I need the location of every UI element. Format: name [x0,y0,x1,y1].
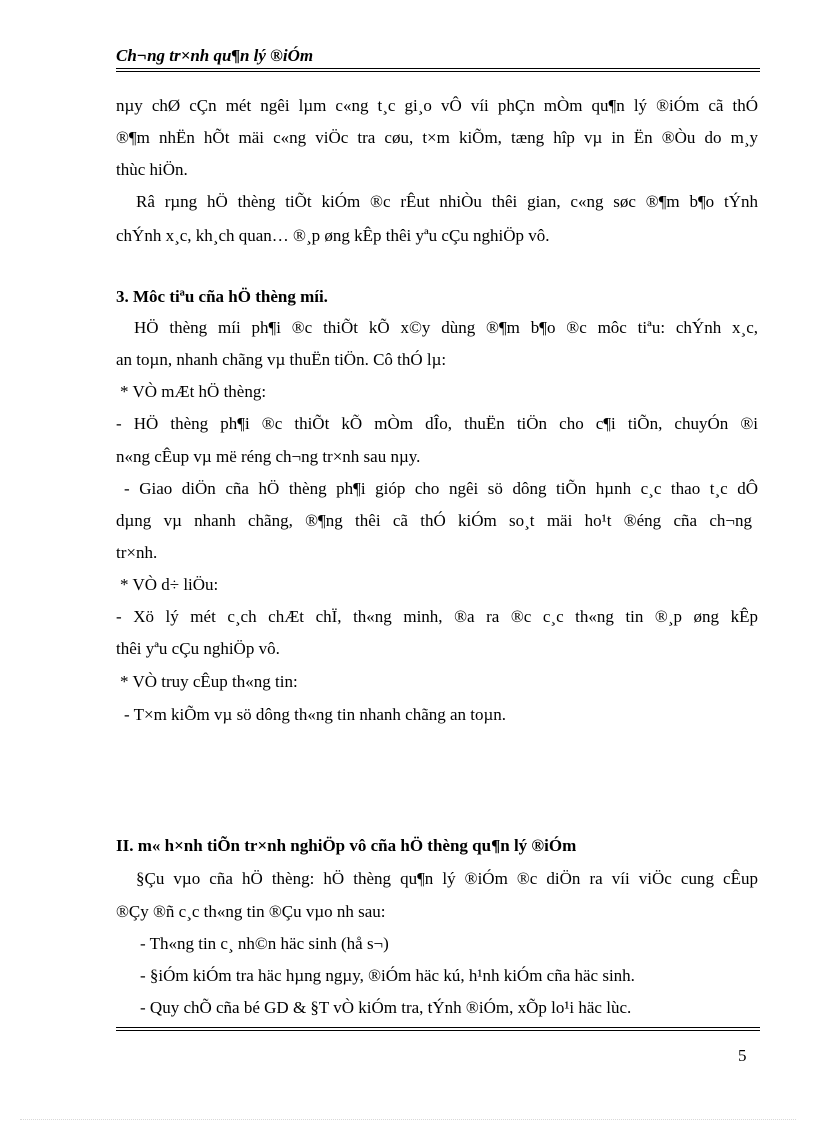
paragraph-line: chÝnh x¸c, kh¸ch quan… ®¸p øng kÊp thêi yªu cÇu nghiÖp vô. [116,226,550,245]
list-item: - Quy chÕ cña bé GD & §T vÒ kiÓm tra, tÝnh ®iÓm, xÕp lo¹i häc lùc. [140,998,632,1017]
paragraph-line: - T×m kiÕm vµ sö dông th«ng tin nhanh chãng an toµn. [124,705,507,724]
section-heading: 3. Môc tiªu cña hÖ thèng míi. [116,287,328,306]
bullet-heading: * VÒ d÷ liÖu: [120,575,219,594]
footer-rule-top [116,1027,760,1028]
list-item: - Th«ng tin c¸ nh©n häc sinh (hå s¬) [140,934,389,953]
paragraph-line: nµy chØ cÇn mét ngêi lµm c«ng t¸c gi¸o vÔ víi phÇn mÒm qu¶n lý ®iÓm cã thÓ [116,96,758,115]
paragraph-line: - Xö lý mét c¸ch chÆt chÏ, th«ng minh, ®a ra ®c c¸c th«ng tin ®¸p øng kÊp [116,607,758,626]
bullet-heading: * VÒ truy cÊup th«ng tin: [120,672,298,691]
paragraph-line: ®¶m nhËn hÕt mäi c«ng viÖc tra cøu, t×m kiÕm, tæng hîp vµ in Ën ®Òu do m¸y [116,128,758,147]
footer-rule-bottom [116,1030,760,1031]
paragraph-line: Râ rµng hÖ thèng tiÕt kiÓm ®c rÊut nhiÒu thêi gian, c«ng søc ®¶m b¶o tÝnh [136,192,758,211]
header-rule-bottom [116,71,760,72]
paragraph-line: dµng vµ nhanh chãng, ®¶ng thêi cã thÓ kiÓm so¸t mäi ho¹t ®éng cña ch¬ng [116,511,752,530]
page-edge-divider [20,1119,796,1120]
paragraph-line: n«ng cÊup vµ më réng ch¬ng tr×nh sau nµy. [116,447,421,466]
paragraph-line: ®Çy ®ñ c¸c th«ng tin ®Çu vµo nh sau: [116,902,386,921]
paragraph-line: §Çu vµo cña hÖ thèng: hÖ thèng qu¶n lý ®iÓm ®c diÖn ra víi viÖc cung cÊup [136,869,758,888]
running-header: Ch¬ng tr×nh qu¶n lý ®iÓm [116,46,314,65]
paragraph-line: thùc hiÖn. [116,160,188,179]
section-heading: II. m« h×nh tiÕn tr×nh nghiÖp vô cña hÖ thèng qu¶n lý ®iÓm [116,836,577,855]
paragraph-line: an toµn, nhanh chãng vµ thuËn tiÖn. Cô thÓ lµ: [116,350,447,369]
header-rule-top [116,68,760,69]
paragraph-line: - Giao diÖn cña hÖ thèng ph¶i gióp cho ngêi sö dông tiÕn hµnh c¸c thao t¸c dÔ [124,479,758,498]
list-item: - §iÓm kiÓm tra häc hµng ngµy, ®iÓm häc kú, h¹nh kiÓm cña häc sinh. [140,966,635,985]
paragraph-line: tr×nh. [116,543,158,562]
bullet-heading: * VÒ mÆt hÖ thèng: [120,382,267,401]
paragraph-line: thêi yªu cÇu nghiÖp vô. [116,639,280,658]
paragraph-line: HÖ thèng míi ph¶i ®c thiÕt kÕ x©y dùng ®¶m b¶o ®c môc tiªu: chÝnh x¸c, [134,318,758,337]
page-number: 5 [738,1046,747,1065]
paragraph-line: - HÖ thèng ph¶i ®c thiÕt kÕ mÒm dÎo, thuËn tiÖn cho c¶i tiÕn, chuyÓn ®i [116,414,758,433]
